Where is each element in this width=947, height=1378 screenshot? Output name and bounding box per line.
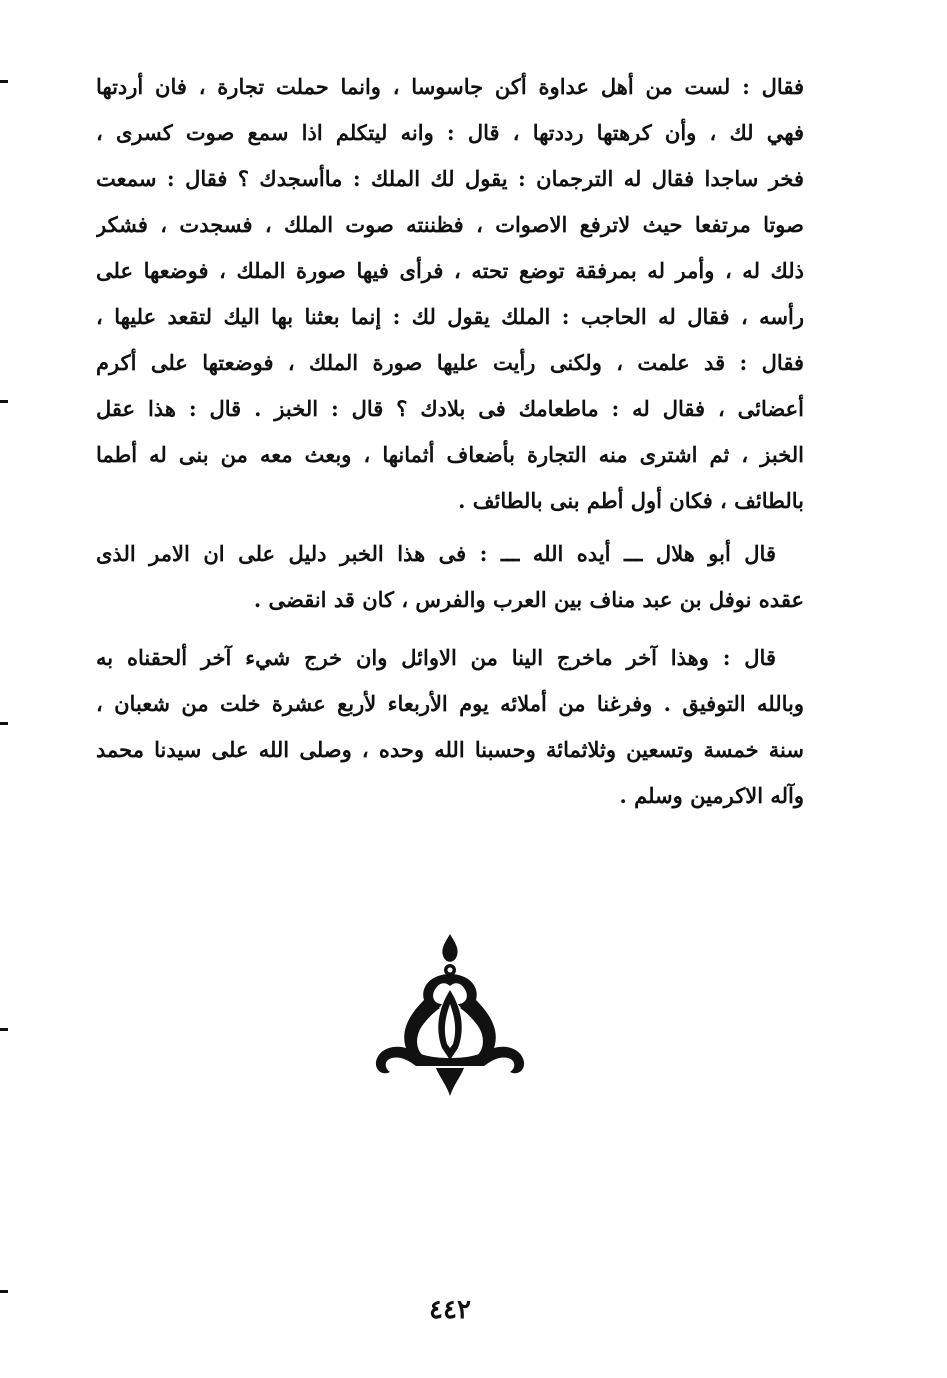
text-line: أعضائى ، فقال له : ماطعامك فى بلادك ؟ قال : الخبز . قال : هذا عقل [96, 396, 804, 421]
text-line: وبالله التوفيق . وفرغنا من أملائه يوم الأربعاء لأربع عشرة خلت من شعبان ، [96, 691, 804, 716]
text-line: قال : وهذا آخر ماخرج الينا من الاوائل وان خرج شيء آخر ألحقناه به [96, 645, 776, 670]
scan-edge-mark [0, 80, 8, 83]
text-line: قال أبو هلال ـــ أيده الله ـــ : فى هذا الخبر دليل على ان الامر الذى [96, 541, 776, 566]
text-line: عقده نوفل بن عبد مناف بين العرب والفرس ، كان قد انقضى . [253, 587, 804, 612]
scan-edge-mark [0, 1028, 8, 1031]
text-line: رأسه ، فقال له الحاجب : الملك يقول لك : إنما بعثنا بها اليك لتقعد عليها ، [96, 304, 804, 329]
arabesque-ornament-icon [370, 930, 530, 1100]
scan-edge-mark [0, 722, 8, 725]
text-line: وآله الاكرمين وسلم . [619, 783, 804, 808]
text-line: فقال : لست من أهل عداوة أكن جاسوسا ، وانما حملت تجارة ، فان أردتها [96, 74, 804, 99]
paragraph-story [96, 64, 804, 524]
scan-edge-mark [0, 1290, 8, 1293]
page-number: ٤٤٢ [429, 1295, 471, 1325]
text-line: فهي لك ، وأن كرهتها رددتها ، قال : وانه ليتكلم اذا سمع صوت كسرى ، [96, 120, 804, 145]
text-line: فخر ساجدا فقال له الترجمان : يقول لك الملك : ماأسجدك ؟ فقال : سمعت [96, 166, 804, 191]
text-line: صوتا مرتفعا حيث لاترفع الاصوات ، فظننته صوت الملك ، فسجدت ، فشكر [96, 212, 804, 237]
text-line: ذلك له ، وأمر له بمرفقة توضع تحته ، فرأى فيها صورة الملك ، فوضعها على [96, 258, 804, 283]
text-line: الخبز ، ثم اشترى منه التجارة بأضعاف أثمانها ، وبعث معه من بنى له أطما [96, 442, 804, 467]
text-line: سنة خمسة وتسعين وثلاثمائة وحسبنا الله وحده ، وصلى الله على سيدنا محمد [96, 737, 804, 762]
paragraph-commentary [96, 531, 804, 623]
paragraph-colophon [96, 635, 804, 819]
text-line: فقال : قد علمت ، ولكنى رأيت عليها صورة الملك ، فوضعتها على أكرم [96, 350, 804, 375]
scan-edge-mark [0, 400, 8, 403]
text-line: بالطائف ، فكان أول أطم بنى بالطائف . [458, 488, 804, 513]
